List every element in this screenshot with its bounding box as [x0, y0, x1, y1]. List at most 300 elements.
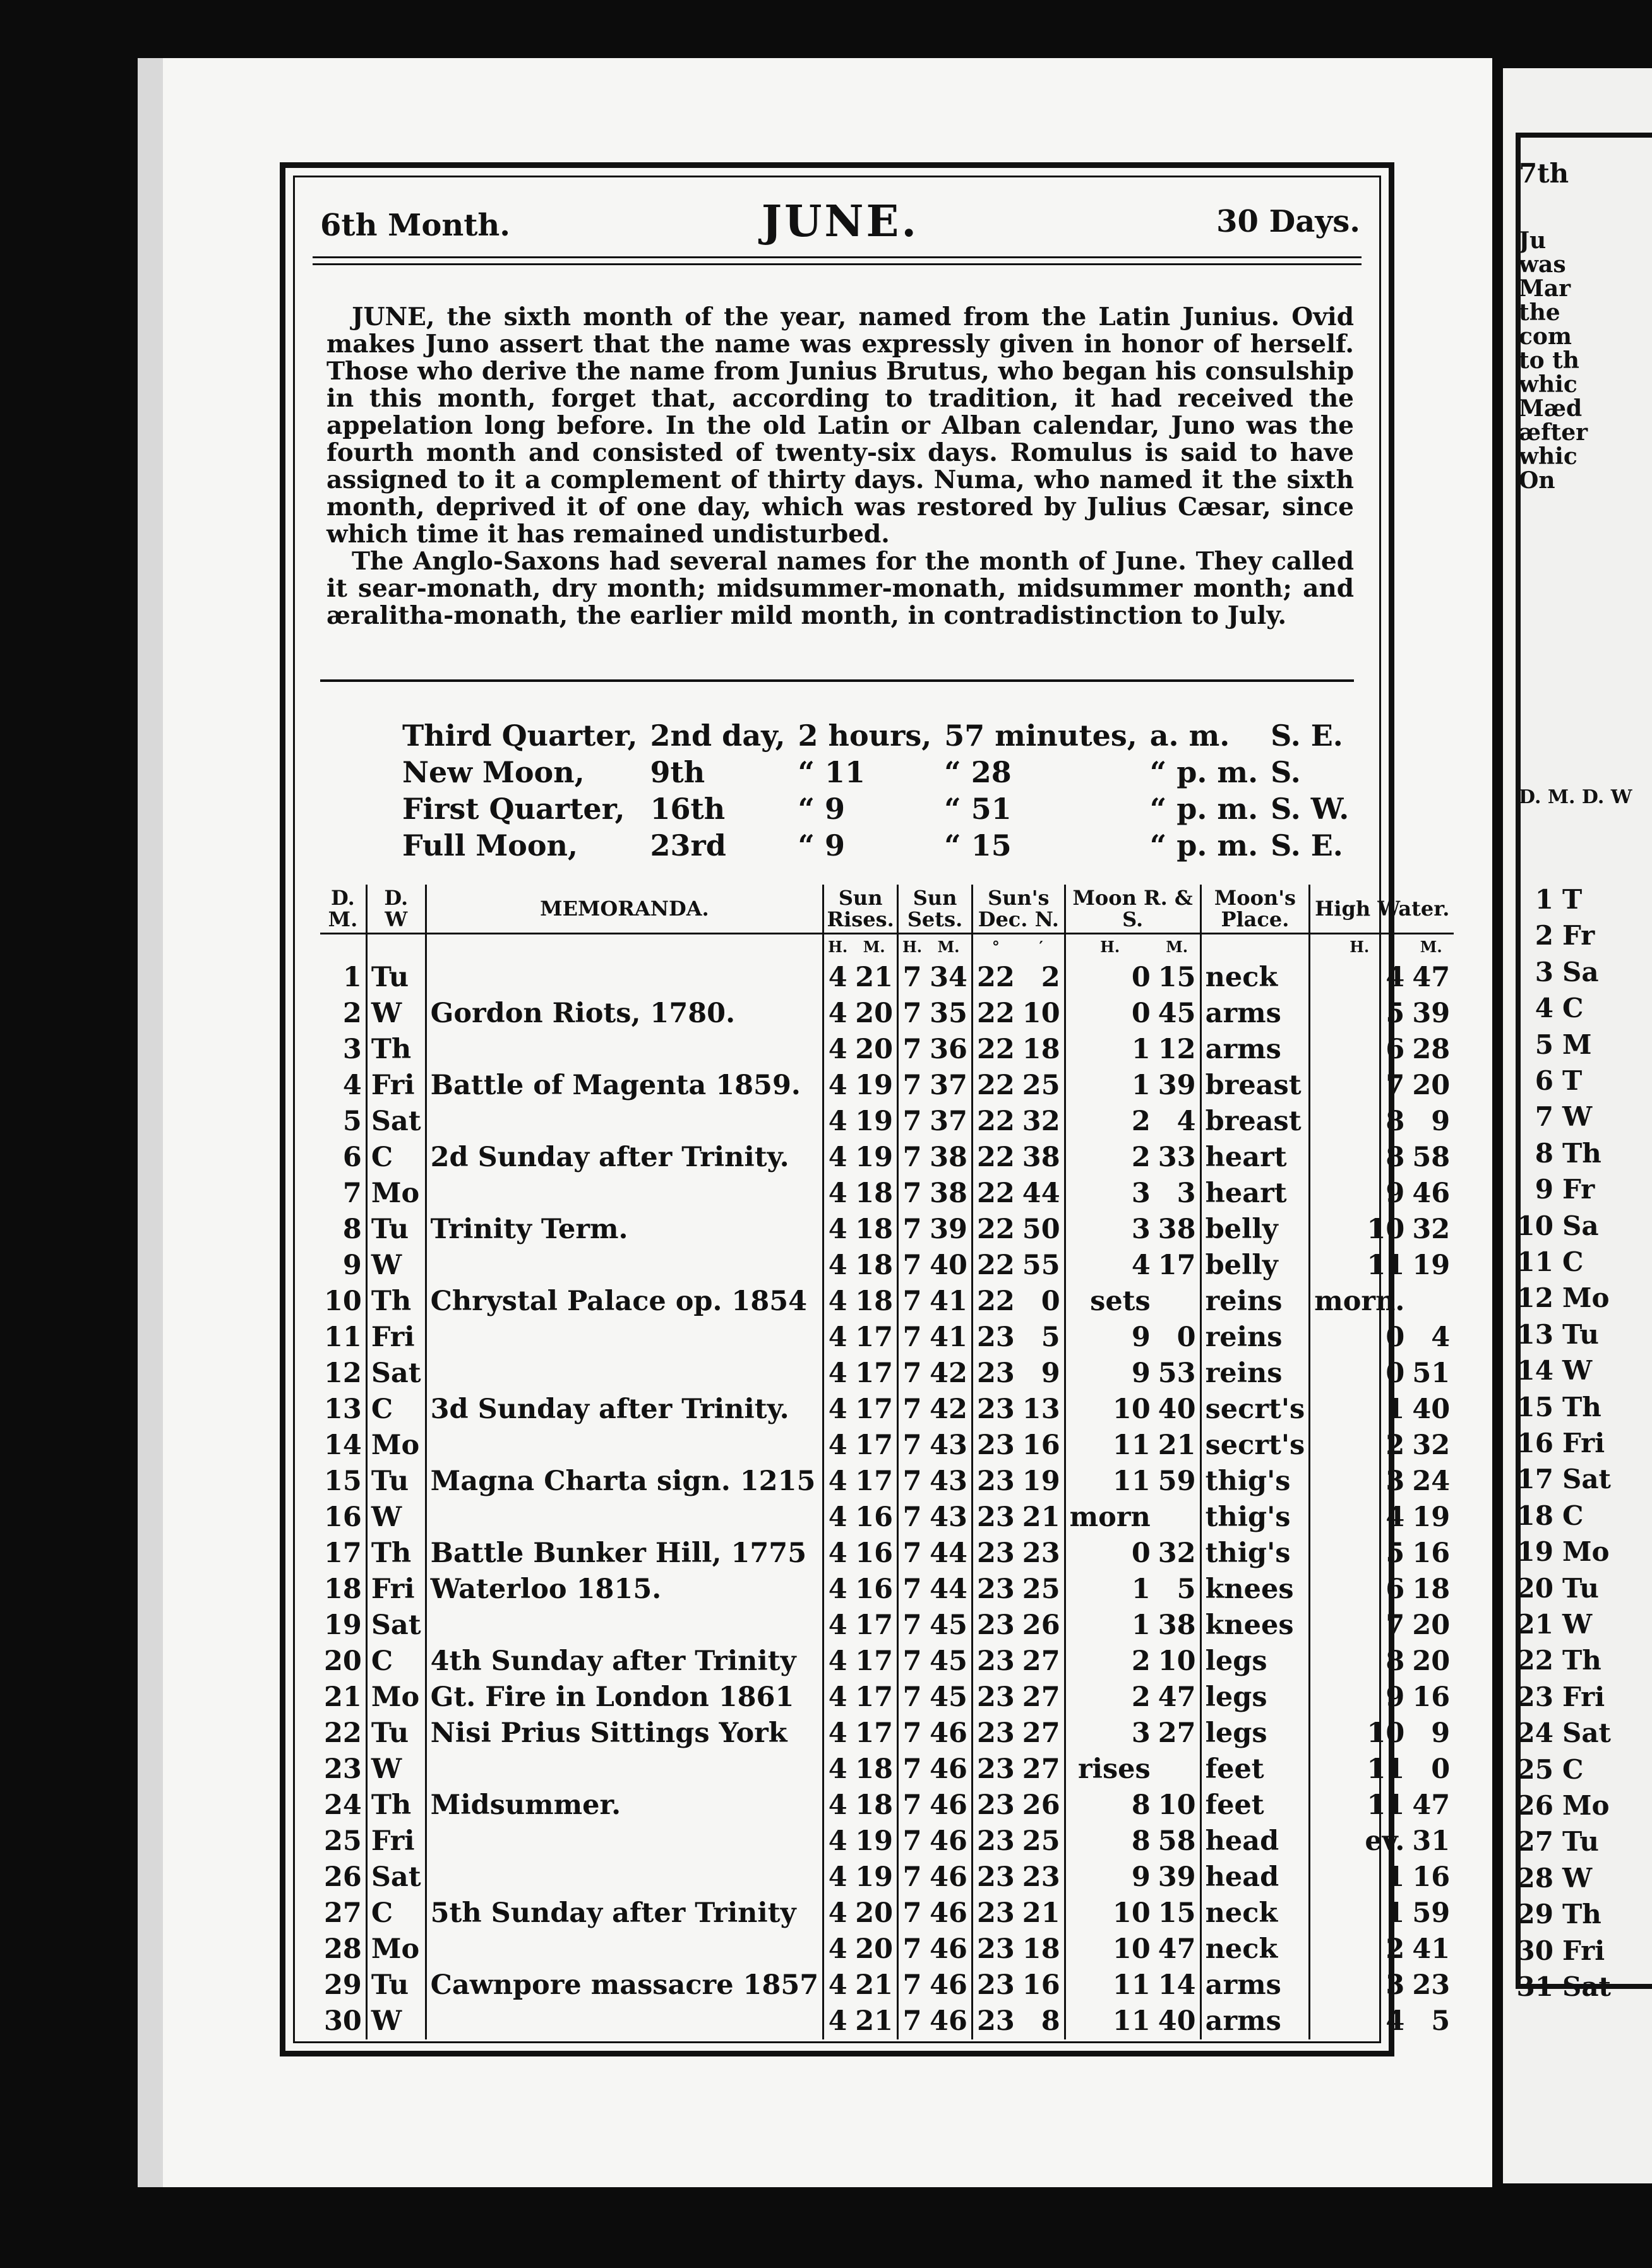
sunset-minute: 38 — [930, 1178, 967, 1209]
high-water-minute: 23 — [1412, 1969, 1451, 2001]
memoranda — [426, 1608, 823, 1644]
facing-page-intro-line: Ju — [1519, 227, 1547, 254]
declination-minute: 23 — [1022, 1537, 1060, 1569]
sunrise-minute: 21 — [855, 2005, 894, 2037]
moon-place: thig's — [1200, 1464, 1310, 1500]
declination-minute: 32 — [1022, 1106, 1060, 1137]
memoranda — [426, 1356, 823, 1392]
sunrise-minute: 19 — [855, 1106, 894, 1137]
moon-phases-table — [396, 717, 1355, 864]
table-row — [320, 1500, 1454, 1536]
high-water-minute: 59 — [1412, 1897, 1451, 1929]
facing-page-row — [1519, 957, 1599, 988]
sunrise-minute: 18 — [855, 1214, 894, 1245]
table-row — [320, 1356, 1454, 1392]
day-of-week: Fri — [366, 1068, 426, 1104]
day-of-month: 12 — [324, 1358, 362, 1389]
day-of-month: 8 — [342, 1214, 362, 1245]
declination-minute: 38 — [1022, 1142, 1060, 1173]
facing-day-of-week: W — [1562, 1862, 1593, 1894]
day-of-week: Fri — [366, 1572, 426, 1608]
facing-day-of-month: 17 — [1516, 1464, 1553, 1495]
facing-page-row — [1516, 1935, 1605, 1966]
moon-minute: 47 — [1158, 1681, 1196, 1713]
sunrise-hour: 4 — [823, 1608, 852, 1644]
moon-minute: 45 — [1158, 998, 1196, 1029]
day-of-week: Tu — [366, 960, 426, 996]
moon-place: reins — [1200, 1356, 1310, 1392]
memoranda: Battle of Magenta 1859. — [426, 1068, 823, 1104]
moon-phase-cell: 16th — [650, 792, 726, 826]
table-row — [320, 1608, 1454, 1644]
moon-place: belly — [1200, 1248, 1310, 1284]
high-water-hour: 4 — [1310, 2003, 1409, 2039]
high-water-hour: 6 — [1310, 1032, 1409, 1068]
high-water-minute: 5 — [1431, 2005, 1451, 2037]
moon-place: neck — [1200, 1895, 1310, 1931]
moon-place: head — [1200, 1859, 1310, 1895]
sunrise-hour: 4 — [823, 1788, 852, 1823]
day-of-month: 24 — [324, 1789, 362, 1821]
moon-hour: 9 — [1065, 1320, 1154, 1356]
moon-hour: 10 — [1065, 1392, 1154, 1428]
sunset-minute: 38 — [930, 1142, 967, 1173]
facing-page-row — [1516, 1899, 1601, 1930]
high-water-minute: 58 — [1412, 1142, 1451, 1173]
high-water-minute: 28 — [1412, 1034, 1451, 1065]
moon-hour: 9 — [1065, 1356, 1154, 1392]
facing-page-row — [1516, 1428, 1605, 1459]
memoranda — [426, 1823, 823, 1859]
sunrise-hour: 4 — [823, 1572, 852, 1608]
moon-place: heart — [1200, 1140, 1310, 1176]
sunset-minute: 34 — [930, 962, 967, 993]
facing-day-of-month: 24 — [1516, 1717, 1553, 1749]
sunset-minute: 41 — [930, 1286, 967, 1317]
facing-page-row — [1519, 1101, 1592, 1132]
declination-degree: 23 — [972, 1931, 1018, 1967]
table-row — [320, 1680, 1454, 1716]
sunrise-hour: 4 — [823, 1212, 852, 1248]
high-water-hour: 1 — [1310, 1392, 1409, 1428]
sunset-hour: 7 — [898, 1248, 926, 1284]
facing-day-of-month: 30 — [1516, 1935, 1553, 1966]
day-of-week: Sat — [366, 1356, 426, 1392]
high-water-hour: 1 — [1310, 1895, 1409, 1931]
facing-day-of-month: 16 — [1516, 1428, 1553, 1459]
moon-minute: 58 — [1158, 1825, 1196, 1857]
sunset-minute: 46 — [930, 1897, 967, 1929]
sunset-hour: 7 — [898, 1356, 926, 1392]
sunrise-minute: 19 — [855, 1861, 894, 1893]
declination-degree: 23 — [972, 1572, 1018, 1608]
sunset-minute: 43 — [930, 1465, 967, 1497]
sunset-minute: 42 — [930, 1358, 967, 1389]
sunset-hour: 7 — [898, 1140, 926, 1176]
moon-hour: 1 — [1065, 1032, 1154, 1068]
high-water-header: High Water. — [1310, 885, 1454, 934]
moon-place: feet — [1200, 1788, 1310, 1823]
moon-phase-cell: “ 28 — [944, 755, 1012, 789]
moon-hour: morn — [1065, 1500, 1154, 1536]
moon-place: thig's — [1200, 1500, 1310, 1536]
high-water-hour: 3 — [1310, 1464, 1409, 1500]
unit-label: H. — [1065, 934, 1154, 960]
moon-phase-cell: “ 9 — [798, 828, 845, 862]
declination-minute: 44 — [1022, 1178, 1060, 1209]
unit-label: M. — [1166, 938, 1188, 956]
moon-minute: 53 — [1158, 1358, 1196, 1389]
day-of-month: 3 — [342, 1034, 362, 1065]
declination-minute: 18 — [1022, 1933, 1060, 1965]
sunset-hour: 7 — [898, 1895, 926, 1931]
calendar-inner-border — [293, 176, 1451, 2043]
sunset-hour: 7 — [898, 1068, 926, 1104]
moon-hour: 0 — [1065, 960, 1154, 996]
declination-minute: 16 — [1022, 1969, 1060, 2001]
high-water-hour: 4 — [1310, 960, 1409, 996]
month-intro — [326, 304, 1354, 630]
sunset-minute: 44 — [930, 1537, 967, 1569]
facing-day-of-month: 21 — [1516, 1609, 1553, 1640]
day-of-month: 9 — [342, 1250, 362, 1281]
sunrise-minute: 20 — [855, 1933, 894, 1965]
moon-minute — [1154, 1500, 1200, 1536]
sunrise-minute: 19 — [855, 1825, 894, 1857]
moon-minute: 15 — [1158, 962, 1196, 993]
day-of-month: 22 — [324, 1717, 362, 1749]
facing-day-of-week: T — [1562, 1065, 1583, 1096]
sunrise-minute: 17 — [855, 1358, 894, 1389]
facing-page-row — [1519, 920, 1595, 951]
declination-minute: 26 — [1022, 1789, 1060, 1821]
sunrise-minute: 17 — [855, 1645, 894, 1677]
facing-day-of-week: Fri — [1562, 1935, 1605, 1966]
moon-phase-cell: “ p. m. — [1149, 792, 1259, 826]
facing-day-of-week: C — [1562, 1753, 1584, 1785]
high-water-minute: 20 — [1412, 1609, 1451, 1641]
table-row — [320, 1176, 1454, 1212]
sunrise-hour: 4 — [823, 996, 852, 1032]
sunset-minute: 45 — [930, 1681, 967, 1713]
sunrise-hour: 4 — [823, 1644, 852, 1680]
moon-hour: 2 — [1065, 1140, 1154, 1176]
sunrise-hour: 4 — [823, 1428, 852, 1464]
facing-page-row — [1519, 1174, 1595, 1205]
sunrise-hour: 4 — [823, 1392, 852, 1428]
moon-phase-cell: 57 minutes, — [944, 719, 1137, 753]
high-water-minute: 31 — [1412, 1825, 1451, 1857]
table-row — [320, 1248, 1454, 1284]
sunset-hour: 7 — [898, 960, 926, 996]
facing-day-of-month: 9 — [1535, 1174, 1553, 1205]
units-cell — [426, 934, 823, 960]
moon-hour: 11 — [1065, 1428, 1154, 1464]
moon-place: arms — [1200, 1967, 1310, 2003]
facing-day-of-week: M — [1562, 1029, 1592, 1060]
moon-hour: 11 — [1065, 1464, 1154, 1500]
high-water-minute: 0 — [1431, 1753, 1451, 1785]
sunset-minute: 40 — [930, 1250, 967, 1281]
high-water-hour: ev. — [1310, 1823, 1409, 1859]
facing-day-of-month: 10 — [1516, 1210, 1553, 1241]
high-water-hour: 2 — [1310, 1931, 1409, 1967]
sunrise-hour: 4 — [823, 1967, 852, 2003]
moon-hour: 3 — [1065, 1716, 1154, 1752]
moon-hour: 8 — [1065, 1823, 1154, 1859]
moon-hour: 2 — [1065, 1644, 1154, 1680]
moon-place-header: Moon's Place. — [1200, 885, 1310, 934]
day-of-week: Fri — [366, 1823, 426, 1859]
high-water-hour: 7 — [1310, 1608, 1409, 1644]
moon-hour: 8 — [1065, 1788, 1154, 1823]
sunrise-minute: 16 — [855, 1501, 894, 1533]
moon-place: arms — [1200, 2003, 1310, 2039]
memoranda: 4th Sunday after Trinity — [426, 1644, 823, 1680]
facing-day-of-week: C — [1562, 1500, 1584, 1531]
declination-minute: 9 — [1041, 1358, 1060, 1389]
moon-minute: 5 — [1176, 1573, 1196, 1605]
intro-paragraph-2: The Anglo-Saxons had several names for the month of June. They called it sear-monath, dry month; midsummer-monath, midsummer month; and æralitha-monath, the earlier mild month, in contradistinction to July. — [326, 547, 1354, 630]
sunrise-minute: 17 — [855, 1465, 894, 1497]
declination-degree: 23 — [972, 1392, 1018, 1428]
moon-phase-row — [396, 791, 1355, 827]
sunrise-hour: 4 — [823, 1140, 852, 1176]
memoranda — [426, 1032, 823, 1068]
facing-day-of-month: 2 — [1535, 920, 1553, 952]
sunrise-minute: 18 — [855, 1753, 894, 1785]
sunset-hour: 7 — [898, 1176, 926, 1212]
day-of-month: 10 — [324, 1286, 362, 1317]
sun-rises-header: Sun Rises. — [823, 885, 898, 934]
moon-hour: 10 — [1065, 1895, 1154, 1931]
moon-phase-cell: Third Quarter, — [402, 719, 638, 753]
day-of-month: 21 — [324, 1681, 362, 1713]
day-of-week: Th — [366, 1284, 426, 1320]
declination-degree: 23 — [972, 1680, 1018, 1716]
declination-minute: 19 — [1022, 1465, 1060, 1497]
facing-day-of-week: Fri — [1562, 1681, 1605, 1712]
moon-place: head — [1200, 1823, 1310, 1859]
facing-day-of-week: Sat — [1562, 1717, 1611, 1749]
high-water-minute: 32 — [1412, 1214, 1451, 1245]
high-water-hour: 4 — [1310, 1500, 1409, 1536]
table-row — [320, 1212, 1454, 1248]
moon-phase-row — [396, 827, 1355, 864]
sunrise-hour: 4 — [823, 1248, 852, 1284]
month-days: 30 Days. — [1216, 204, 1360, 239]
facing-page-intro-line: was — [1519, 251, 1566, 278]
facing-day-of-month: 28 — [1516, 1862, 1553, 1894]
table-row — [320, 1284, 1454, 1320]
declination-minute: 21 — [1022, 1501, 1060, 1533]
table-row — [320, 1140, 1454, 1176]
high-water-minute: 46 — [1412, 1178, 1451, 1209]
sunset-hour: 7 — [898, 1428, 926, 1464]
sunrise-minute: 17 — [855, 1609, 894, 1641]
high-water-minute: 16 — [1412, 1861, 1451, 1893]
facing-day-of-week: Tu — [1562, 1826, 1599, 1858]
high-water-minute: 4 — [1431, 1322, 1451, 1353]
sunrise-minute: 18 — [855, 1178, 894, 1209]
moon-place: feet — [1200, 1752, 1310, 1788]
high-water-hour: 1 — [1310, 1859, 1409, 1895]
table-row — [320, 1392, 1454, 1428]
declination-minute: 27 — [1022, 1681, 1060, 1713]
calendar-frame — [280, 162, 1451, 2056]
high-water-minute: 24 — [1412, 1465, 1451, 1497]
day-of-month: 20 — [324, 1645, 362, 1677]
facing-page-row — [1519, 1029, 1592, 1060]
units-cell — [366, 934, 426, 960]
day-of-week: W — [366, 1500, 426, 1536]
facing-page-row — [1516, 1210, 1599, 1241]
declination-degree: 22 — [972, 1212, 1018, 1248]
moon-minute: 33 — [1158, 1142, 1196, 1173]
moon-minute: 21 — [1158, 1429, 1196, 1461]
moon-minute: 10 — [1158, 1789, 1196, 1821]
sunset-minute: 46 — [930, 1969, 967, 2001]
day-of-week: Mo — [366, 1680, 426, 1716]
facing-day-of-week: Sa — [1562, 956, 1599, 988]
moon-place: secrt's — [1200, 1392, 1310, 1428]
sunrise-minute: 21 — [855, 1969, 894, 2001]
facing-page-intro-line: whic — [1519, 371, 1577, 398]
declination-minute: 55 — [1022, 1250, 1060, 1281]
day-of-week: Sat — [366, 1608, 426, 1644]
day-of-week: Th — [366, 1032, 426, 1068]
declination-degree: 23 — [972, 1500, 1018, 1536]
table-row — [320, 2003, 1454, 2039]
facing-day-of-month: 27 — [1516, 1826, 1553, 1858]
moon-hour: 2 — [1065, 1104, 1154, 1140]
moon-minute: 4 — [1176, 1106, 1196, 1137]
moon-phase-cell: 2nd day, — [650, 719, 786, 753]
moon-hour: 0 — [1065, 1536, 1154, 1572]
sunrise-hour: 4 — [823, 2003, 852, 2039]
facing-page-row — [1516, 1500, 1584, 1531]
moon-phase-cell: “ 11 — [798, 755, 865, 789]
facing-page-intro-line: whic — [1519, 443, 1577, 470]
moon-minute: 12 — [1158, 1034, 1196, 1065]
sunset-hour: 7 — [898, 1859, 926, 1895]
sunrise-hour: 4 — [823, 1859, 852, 1895]
sunset-hour: 7 — [898, 1032, 926, 1068]
sunset-minute: 37 — [930, 1070, 967, 1101]
sunrise-minute: 20 — [855, 1034, 894, 1065]
unit-label: H. — [898, 934, 926, 960]
facing-day-of-week: Sa — [1562, 1210, 1599, 1241]
declination-degree: 23 — [972, 1823, 1018, 1859]
moon-hour: 10 — [1065, 1931, 1154, 1967]
day-of-week: Th — [366, 1536, 426, 1572]
facing-day-of-week: Th — [1562, 1899, 1601, 1930]
calendar-table — [320, 885, 1454, 2039]
declination-degree: 22 — [972, 1068, 1018, 1104]
moon-phase-cell: S. — [1271, 755, 1301, 789]
moon-phase-cell: “ 9 — [798, 792, 845, 826]
moon-phase-cell: S. E. — [1271, 828, 1343, 862]
sunset-hour: 7 — [898, 1500, 926, 1536]
memoranda — [426, 1931, 823, 1967]
high-water-hour: 0 — [1310, 1320, 1409, 1356]
facing-day-of-week: Mo — [1562, 1790, 1610, 1821]
day-of-week: C — [366, 1140, 426, 1176]
sunrise-hour: 4 — [823, 1500, 852, 1536]
day-of-month: 14 — [324, 1429, 362, 1461]
facing-page-row — [1516, 1862, 1593, 1894]
high-water-minute: 19 — [1412, 1501, 1451, 1533]
day-of-week: C — [366, 1392, 426, 1428]
sunset-minute: 46 — [930, 1825, 967, 1857]
facing-page-column-headers: D. M. D. W — [1519, 786, 1632, 808]
sunset-minute: 36 — [930, 1034, 967, 1065]
facing-day-of-week: C — [1562, 1246, 1584, 1277]
high-water-hour: 5 — [1310, 996, 1409, 1032]
sunrise-minute: 17 — [855, 1681, 894, 1713]
units-row — [320, 934, 1454, 960]
facing-day-of-week: Sat — [1562, 1464, 1611, 1495]
moon-phase-cell: “ 15 — [944, 828, 1012, 862]
facing-page-header: 7th — [1519, 158, 1569, 189]
facing-day-of-month: 13 — [1516, 1318, 1553, 1350]
moon-place: belly — [1200, 1212, 1310, 1248]
sunset-hour: 7 — [898, 996, 926, 1032]
moon-phase-cell: a. m. — [1149, 719, 1230, 753]
declination-minute: 13 — [1022, 1394, 1060, 1425]
memoranda — [426, 1500, 823, 1536]
facing-day-of-week: C — [1562, 993, 1584, 1024]
day-of-month: 19 — [324, 1609, 362, 1641]
moon-phase-cell: “ p. m. — [1149, 755, 1259, 789]
facing-day-of-month: 15 — [1516, 1391, 1553, 1423]
high-water-minute: 20 — [1412, 1070, 1451, 1101]
sunset-hour: 7 — [898, 1104, 926, 1140]
declination-minute: 27 — [1022, 1717, 1060, 1749]
table-row — [320, 996, 1454, 1032]
declination-degree: 23 — [972, 2003, 1018, 2039]
facing-page-row — [1516, 1464, 1611, 1495]
high-water-hour: 9 — [1310, 1176, 1409, 1212]
high-water-hour: 2 — [1310, 1428, 1409, 1464]
day-of-week-header: D. W — [366, 885, 426, 934]
sunrise-minute: 17 — [855, 1394, 894, 1425]
intro-paragraph-1: JUNE, the sixth month of the year, named from the Latin Junius. Ovid makes Juno assert that the name was expressly given in honor of herself. Those who derive the name from Junius Brutus, who began his consulship in this month, forget that, according to tradition, it had received the appelation long before. In the old Latin or Alban calendar, Juno was the fourth month and consisted of twenty-six days. Romulus is said to have assigned to it a complement of thirty days. Numa, who named it the sixth month, deprived it of one day, which was restored by Julius Cæsar, since which time it has remained undisturbed. — [326, 302, 1354, 549]
declination-minute: 25 — [1022, 1573, 1060, 1605]
moon-phase-cell: 23rd — [650, 828, 726, 862]
facing-page-intro-line: to th — [1519, 347, 1579, 374]
sunrise-hour: 4 — [823, 1752, 852, 1788]
table-row — [320, 1032, 1454, 1068]
high-water-hour: 11 — [1310, 1752, 1409, 1788]
day-of-week: Sat — [366, 1859, 426, 1895]
high-water-hour: 10 — [1310, 1716, 1409, 1752]
declination-degree: 23 — [972, 1967, 1018, 2003]
day-of-week: Fri — [366, 1320, 426, 1356]
table-row — [320, 1895, 1454, 1931]
sunrise-hour: 4 — [823, 1895, 852, 1931]
memoranda — [426, 1428, 823, 1464]
moon-phase-cell: S. W. — [1271, 792, 1350, 826]
moon-phase-cell: First Quarter, — [402, 792, 625, 826]
memoranda: Cawnpore massacre 1857 — [426, 1967, 823, 2003]
day-of-week: Mo — [366, 1176, 426, 1212]
facing-day-of-month: 29 — [1516, 1899, 1553, 1930]
moon-phase-cell: “ 51 — [944, 792, 1012, 826]
sunset-hour: 7 — [898, 1464, 926, 1500]
moon-phase-row — [396, 717, 1355, 754]
facing-page-row — [1516, 1790, 1610, 1821]
